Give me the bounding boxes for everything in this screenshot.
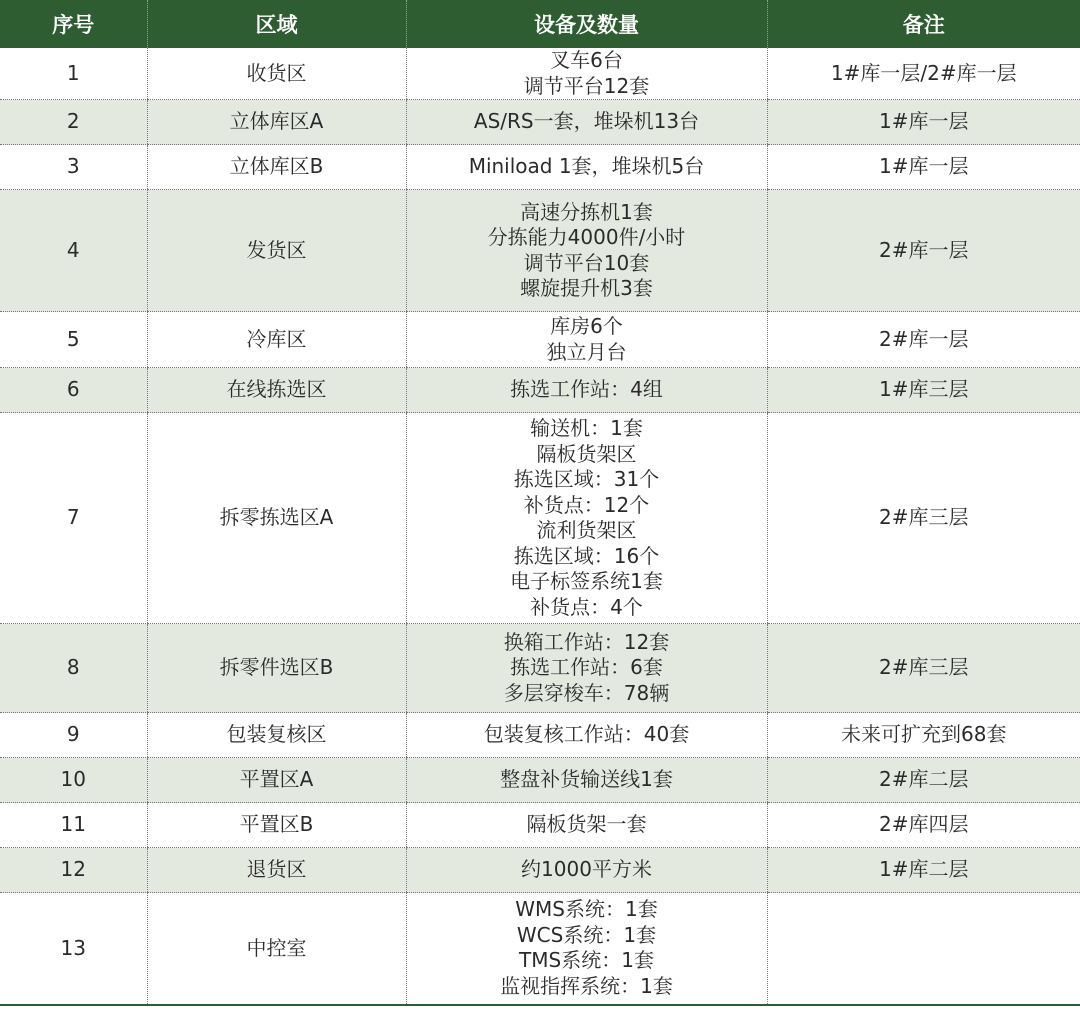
cell-equipment [406,803,767,848]
header-note: 备注 [767,0,1080,48]
table-row [0,758,1080,803]
cell-area: 包装复核区 [147,713,406,758]
cell-no: 6 [0,368,147,413]
equipment-line: TMS系统：1套 [519,948,654,973]
equipment-line: 输送机：1套 [530,416,643,440]
cell-equipment [406,312,767,368]
cell-area: 立体库区B [147,145,406,190]
equipment-line: 拣选区域：31个 [513,467,660,491]
equipment-line: AS/RS一套，堆垛机13台 [473,109,700,134]
equipment-line: WMS系统：1套 [515,897,658,922]
equipment-line: 库房6个 [550,314,623,338]
cell-note [767,893,1080,1005]
cell-no: 4 [0,190,147,312]
table-row [0,624,1080,713]
table-row [0,312,1080,368]
equipment-line: 流利货架区 [536,518,637,542]
cell-equipment [406,100,767,145]
table-row [0,848,1080,893]
cell-area: 拆零拣选区A [147,413,406,624]
equipment-line: 电子标签系统1套 [510,569,663,593]
cell-note: 2#库三层 [767,624,1080,713]
cell-equipment [406,758,767,803]
table-row [0,48,1080,100]
equipment-line: 隔板货架一套 [526,812,647,837]
cell-equipment [406,713,767,758]
cell-area: 收货区 [147,48,406,100]
cell-equipment [406,145,767,190]
cell-equipment [406,190,767,312]
cell-area: 拆零件选区B [147,624,406,713]
table-row [0,893,1080,1005]
table-row [0,713,1080,758]
equipment-line: WCS系统：1套 [516,922,657,947]
equipment-line: 拣选区域：16个 [513,543,660,568]
cell-note: 未来可扩充到68套 [767,713,1080,758]
cell-note: 1#库一层 [767,100,1080,145]
equipment-line: 叉车6台 [550,48,623,72]
cell-area: 立体库区A [147,100,406,145]
cell-area: 平置区B [147,803,406,848]
cell-area: 中控室 [147,893,406,1005]
cell-note: 2#库四层 [767,803,1080,848]
table-body [0,48,1080,1005]
cell-area: 平置区A [147,758,406,803]
cell-no: 5 [0,312,147,368]
equipment-line: 换箱工作站：12套 [503,629,670,654]
cell-equipment [406,848,767,893]
equipment-line: 高速分拣机1套 [520,199,653,224]
cell-note: 1#库一层/2#库一层 [767,48,1080,100]
equipment-line: 包装复核工作站：40套 [483,722,690,747]
cell-equipment [406,893,767,1005]
equipment-line: 调节平台12套 [523,73,650,98]
cell-no: 11 [0,803,147,848]
header-area: 区域 [147,0,406,48]
cell-area: 冷库区 [147,312,406,368]
table-row [0,413,1080,624]
table-row [0,368,1080,413]
equipment-line: 调节平台10套 [523,250,650,275]
equipment-line: 拣选工作站：6套 [510,655,663,680]
equipment-line: 约1000平方米 [521,857,652,882]
cell-equipment [406,368,767,413]
equipment-line: 补货点：4个 [530,594,643,619]
cell-note: 1#库三层 [767,368,1080,413]
cell-no: 7 [0,413,147,624]
equipment-line: Miniload 1套，堆垛机5台 [468,154,705,179]
equipment-line: 拣选工作站：4组 [510,377,663,402]
equipment-line: 分拣能力4000件/小时 [487,225,686,249]
cell-area: 发货区 [147,190,406,312]
table-header-row [0,0,1080,48]
cell-area: 在线拣选区 [147,368,406,413]
table-row [0,100,1080,145]
equipment-line: 多层穿梭车：78辆 [503,680,670,705]
equipment-line: 监视指挥系统：1套 [500,973,673,998]
cell-equipment [406,624,767,713]
cell-no: 8 [0,624,147,713]
equipment-line: 整盘补货输送线1套 [500,767,673,792]
table-row [0,190,1080,312]
table-row [0,145,1080,190]
cell-no: 9 [0,713,147,758]
cell-note: 2#库三层 [767,413,1080,624]
cell-no: 13 [0,893,147,1005]
cell-note: 2#库一层 [767,312,1080,368]
cell-equipment [406,413,767,624]
cell-note: 1#库一层 [767,145,1080,190]
table-row [0,803,1080,848]
cell-note: 1#库二层 [767,848,1080,893]
header-equipment: 设备及数量 [406,0,767,48]
cell-note: 2#库一层 [767,190,1080,312]
cell-equipment [406,48,767,100]
equipment-line: 独立月台 [546,339,627,364]
cell-no: 1 [0,48,147,100]
cell-no: 2 [0,100,147,145]
cell-no: 3 [0,145,147,190]
cell-note: 2#库二层 [767,758,1080,803]
header-no: 序号 [0,0,147,48]
cell-area: 退货区 [147,848,406,893]
equipment-line: 补货点：12个 [523,492,650,517]
cell-no: 12 [0,848,147,893]
equipment-line: 螺旋提升机3套 [520,276,653,300]
cell-no: 10 [0,758,147,803]
equipment-line: 隔板货架区 [536,441,637,466]
